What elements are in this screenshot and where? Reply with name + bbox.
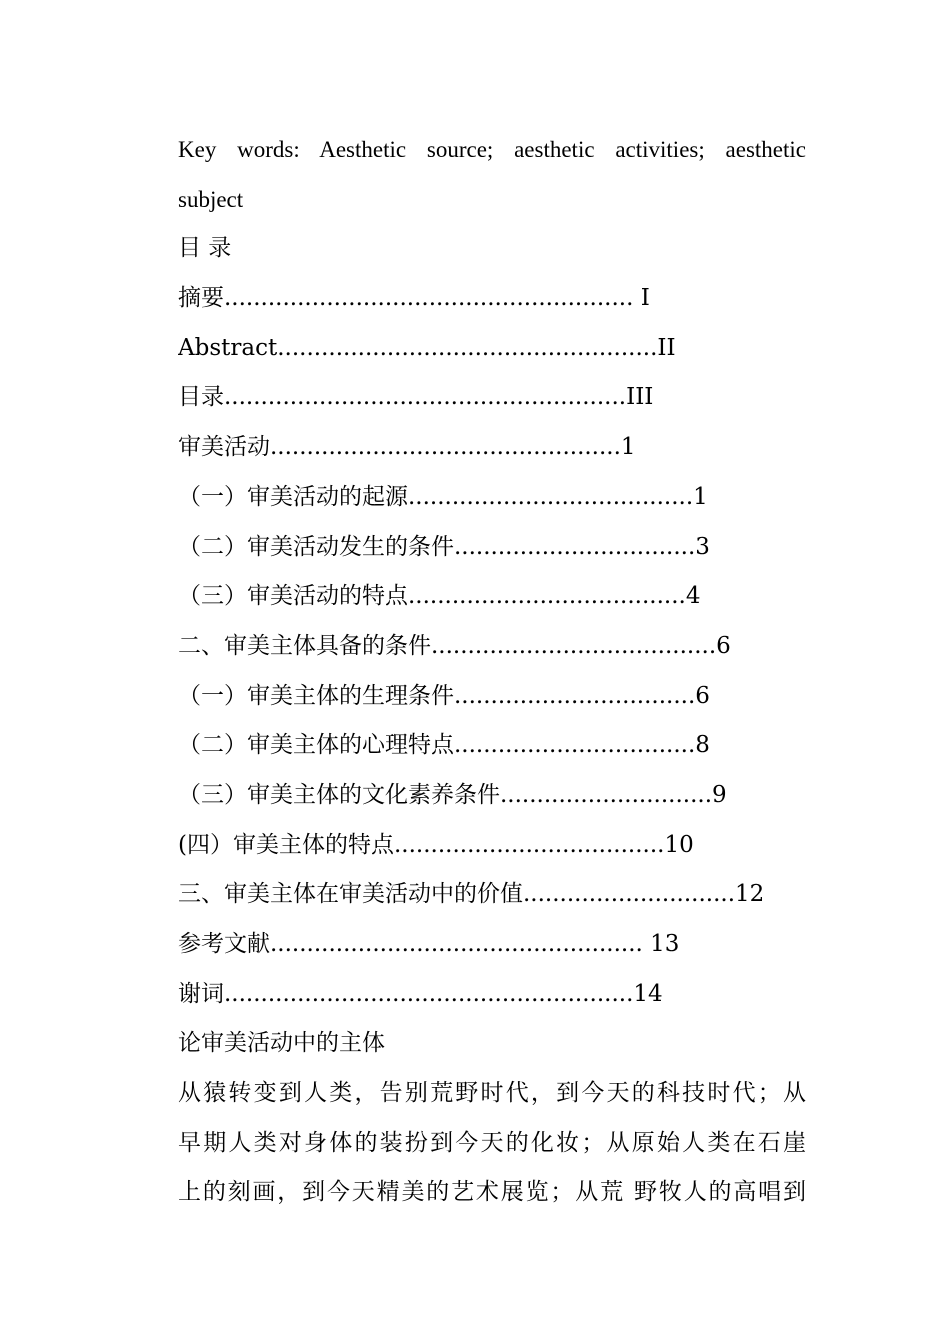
body-paragraph — [178, 1069, 806, 1218]
toc-entry-references[interactable]: 参考文献................................................... 13 — [178, 931, 680, 957]
toc-entry-2[interactable]: 二、审美主体具备的条件.......................................6 — [178, 632, 731, 659]
keywords-line-2: subject — [178, 186, 244, 212]
toc-entry-1-1[interactable]: （一）审美活动的起源.......................................1 — [178, 483, 708, 510]
toc-entry-1-3[interactable]: （三）审美活动的特点......................................4 — [178, 583, 701, 610]
toc-entry-2-2[interactable]: （二）审美主体的心理特点.................................8 — [178, 732, 710, 759]
toc-entry-abstract-en[interactable]: Abstract....................................................II — [178, 334, 676, 361]
keywords-line-1: Key words: Aesthetic source; aesthetic activities; aesthetic — [178, 137, 806, 162]
paragraph-line: 早期人类对身体的装扮到今天的化妆；从原始人类在石崖 — [178, 1129, 806, 1156]
table-of-contents — [178, 274, 806, 1019]
toc-entry-2-1[interactable]: （一）审美主体的生理条件.................................6 — [178, 682, 710, 709]
document-page — [178, 125, 806, 1218]
toc-entry-contents[interactable]: 目录.......................................................III — [178, 384, 654, 411]
toc-entry-abstract-cn[interactable]: 摘要........................................................ I — [178, 285, 650, 312]
toc-entry-2-3[interactable]: （三）审美主体的文化素养条件.............................9 — [178, 781, 727, 808]
toc-entry-acknowledgements[interactable]: 谢词........................................................14 — [178, 980, 663, 1007]
body-title: 论审美活动中的主体 — [178, 1030, 385, 1057]
toc-entry-2-4[interactable]: (四）审美主体的特点.....................................10 — [178, 831, 694, 858]
toc-heading: 目 录 — [178, 235, 232, 262]
toc-entry-1-2[interactable]: （二）审美活动发生的条件.................................3 — [178, 533, 710, 560]
toc-entry-3[interactable]: 三、审美主体在审美活动中的价值.............................12 — [178, 881, 765, 908]
paragraph-line: 从猿转变到人类，告别荒野时代，到今天的科技时代；从 — [178, 1080, 806, 1107]
paragraph-line: 上的刻画，到今天精美的艺术展览；从荒 野牧人的高唱到 — [178, 1179, 806, 1206]
toc-entry-aesthetic-activity[interactable]: 审美活动................................................1 — [178, 434, 636, 461]
